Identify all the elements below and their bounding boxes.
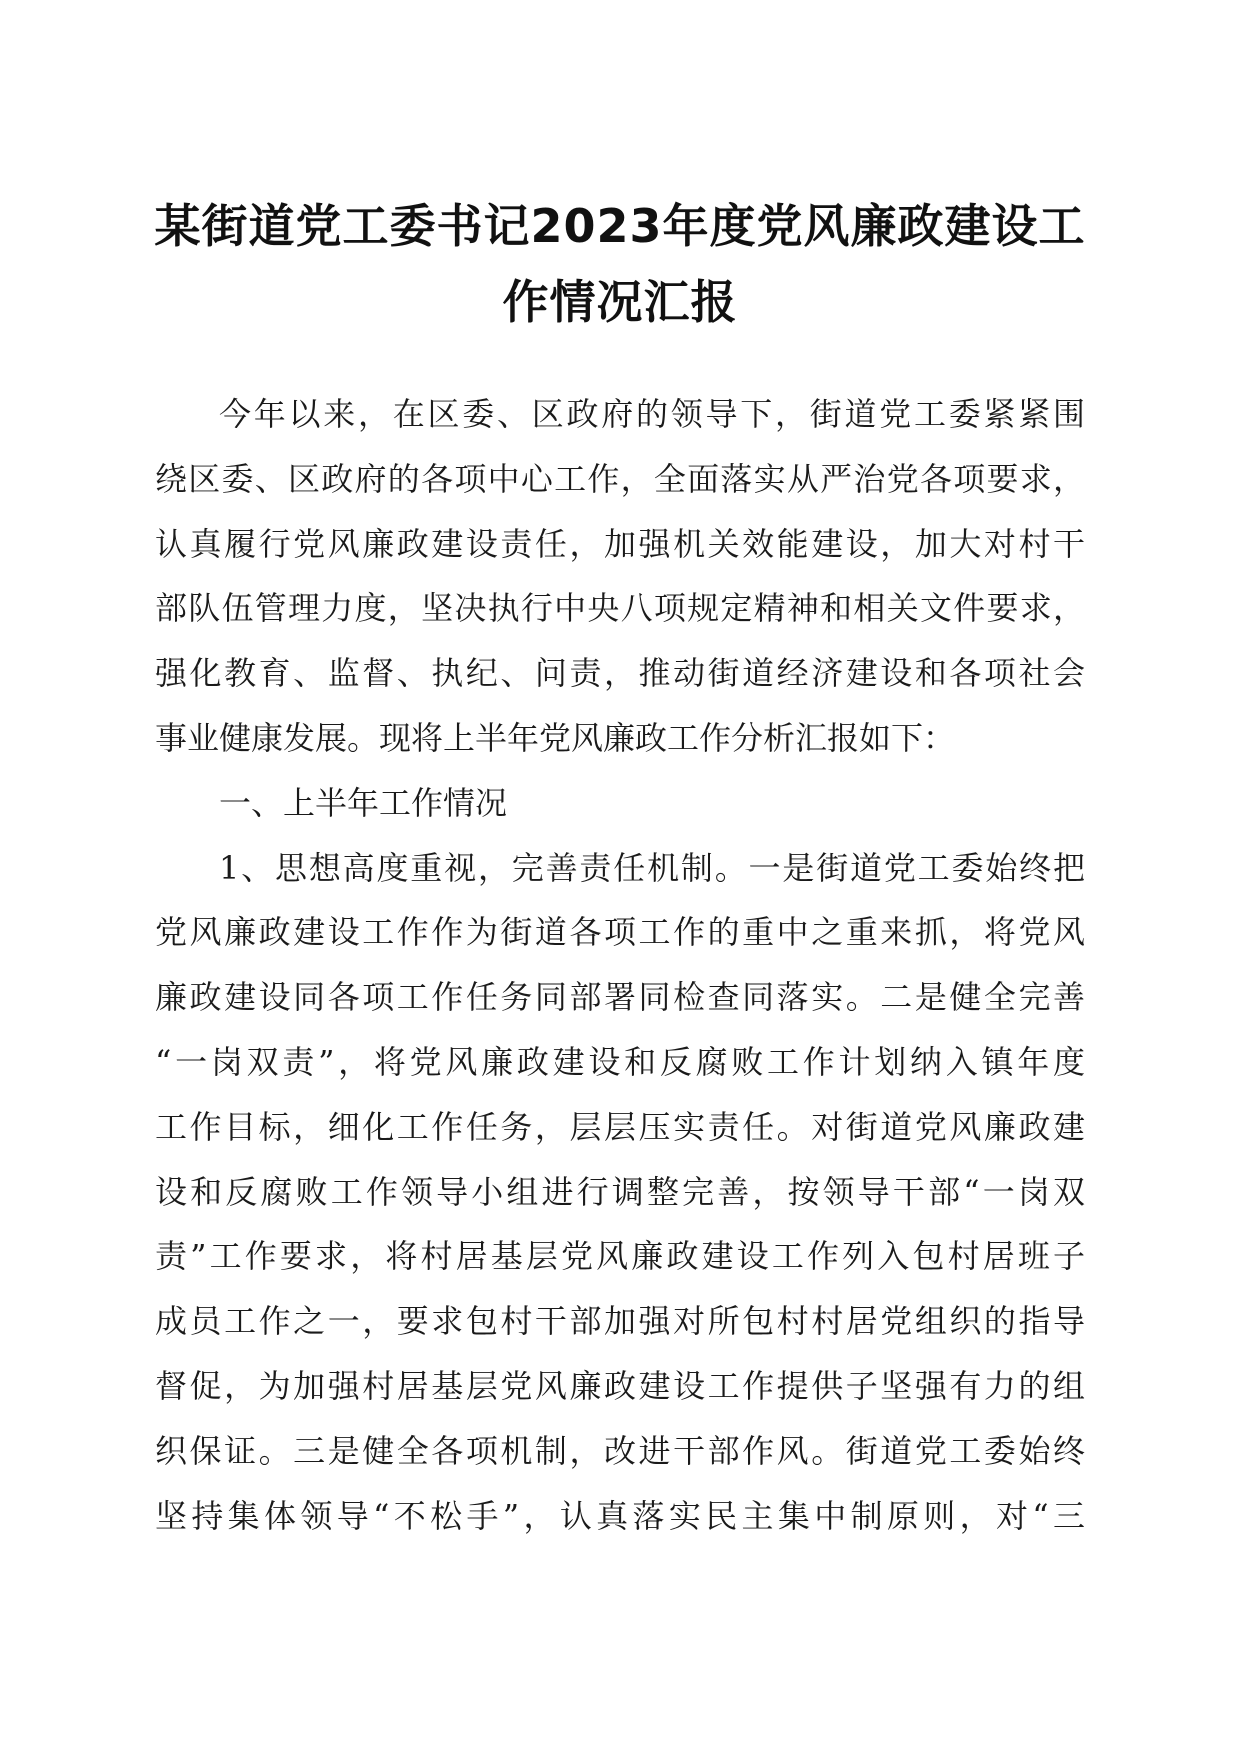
paragraph-line: 设和反腐败工作领导小组进行调整完善，按领导干部“一岗双 xyxy=(155,1172,1085,1211)
document-body xyxy=(155,382,1085,1548)
paragraph-line: 强化教育、监督、执纪、问责，推动街道经济建设和各项社会 xyxy=(155,654,1085,693)
paragraph-line: 认真履行党风廉政建设责任，加强机关效能建设，加大对村干 xyxy=(155,524,1085,563)
paragraph-line: 工作目标，细化工作任务，层层压实责任。对街道党风廉政建 xyxy=(155,1107,1085,1146)
paragraph-line: 党风廉政建设工作作为街道各项工作的重中之重来抓，将党风 xyxy=(155,913,1085,952)
paragraph-line: 廉政建设同各项工作任务同部署同检查同落实。二是健全完善 xyxy=(155,978,1085,1017)
paragraph-line: 部队伍管理力度，坚决执行中央八项规定精神和相关文件要求， xyxy=(155,589,1085,628)
paragraph-line: 织保证。三是健全各项机制，改进干部作风。街道党工委始终 xyxy=(155,1431,1085,1470)
paragraph-line: 督促，为加强村居基层党风廉政建设工作提供子坚强有力的组 xyxy=(155,1366,1085,1405)
paragraph-line: 1、思想高度重视，完善责任机制。一是街道党工委始终把 xyxy=(219,848,1085,887)
paragraph-line: 事业健康发展。现将上半年党风廉政工作分析汇报如下： xyxy=(155,718,956,757)
document-title xyxy=(0,188,1240,340)
title-line: 某街道党工委书记2023年度党风廉政建设工 xyxy=(154,199,1086,253)
section-heading: 一、上半年工作情况 xyxy=(219,783,508,822)
paragraph-line: 绕区委、区政府的各项中心工作，全面落实从严治党各项要求， xyxy=(155,459,1085,498)
paragraph-line: “一岗双责”，将党风廉政建设和反腐败工作计划纳入镇年度 xyxy=(155,1042,1085,1081)
paragraph-line: 责”工作要求，将村居基层党风廉政建设工作列入包村居班子 xyxy=(155,1237,1085,1276)
paragraph-line: 坚持集体领导“不松手”，认真落实民主集中制原则，对“三 xyxy=(155,1496,1085,1535)
paragraph-line: 今年以来，在区委、区政府的领导下，街道党工委紧紧围 xyxy=(219,395,1085,433)
title-line: 作情况汇报 xyxy=(502,275,738,329)
paragraph-line: 成员工作之一，要求包村干部加强对所包村村居党组织的指导 xyxy=(155,1302,1085,1341)
